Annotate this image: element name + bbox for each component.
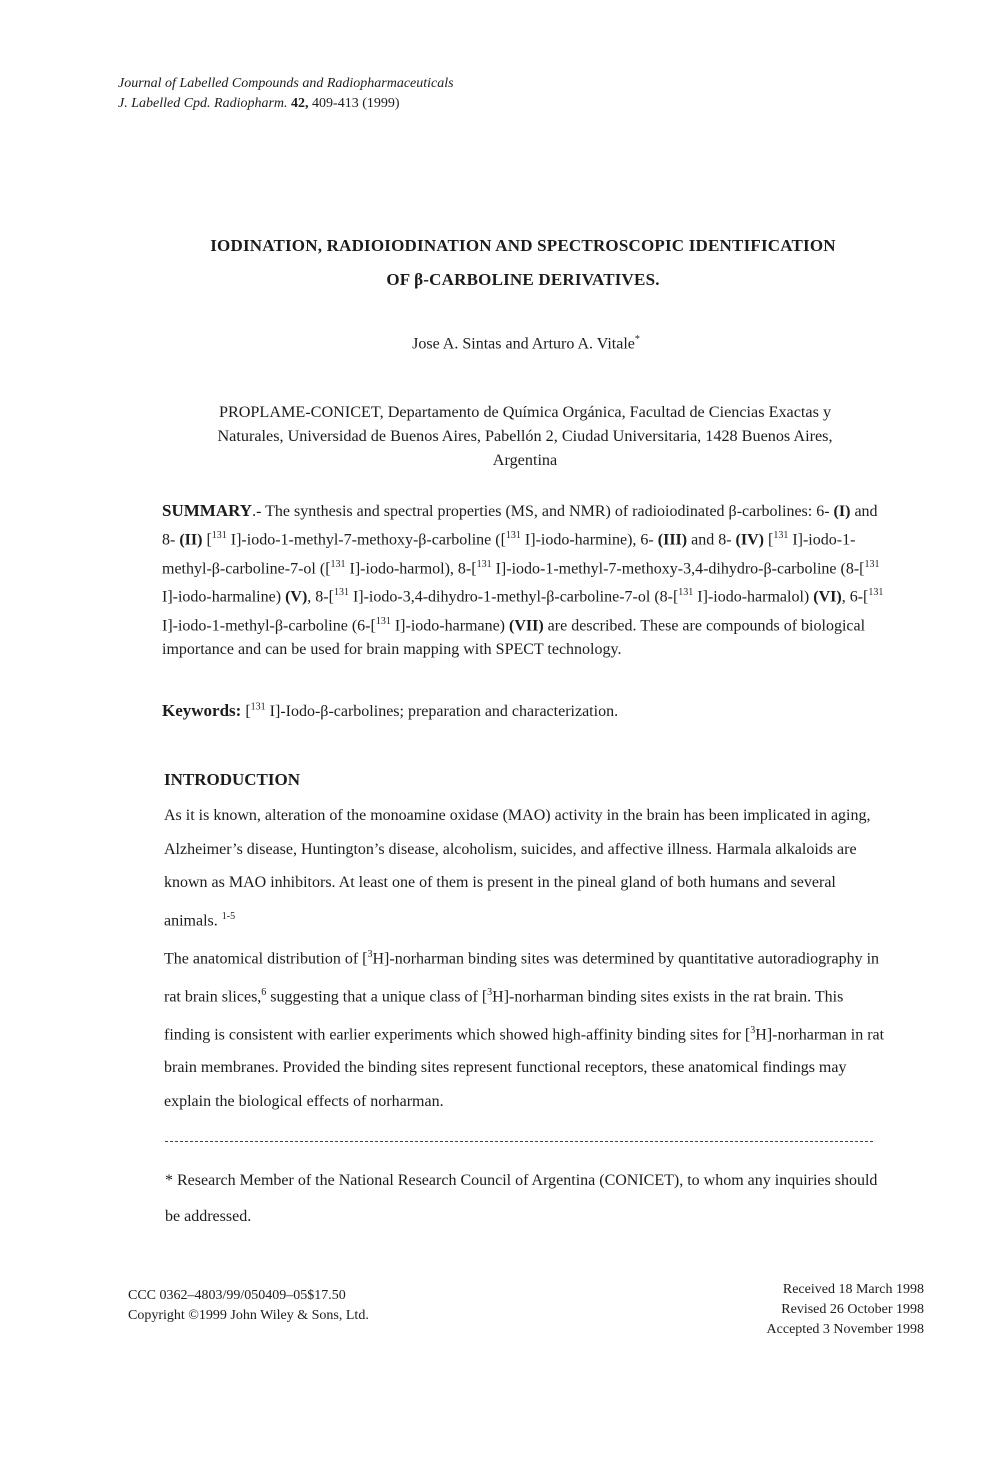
intro-text: suggesting that a unique class of [ — [266, 987, 488, 1005]
accepted-date: Accepted 3 November 1998 — [766, 1322, 924, 1337]
corresponding-mark: * — [634, 334, 640, 345]
authors — [0, 334, 984, 353]
summary-text: .- The synthesis and spectral properties (MS, and NMR) of radioiodinated β-carbolines: 6- — [252, 503, 834, 520]
summary-text: I]-iodo-harmine), 6- — [520, 531, 658, 549]
affiliation-line-2: Naturales, Universidad de Buenos Aires, Pabellón 2, Ciudad Universitaria, 1428 Buenos Aires, — [217, 427, 833, 445]
summary-label: SUMMARY — [162, 501, 253, 520]
summary-text: I]-iodo-1-methyl-β-carboline (6-[ — [162, 617, 376, 635]
summary-text: I]-iodo-harmaline) — [162, 588, 286, 606]
isotope-superscript: 131 — [678, 587, 694, 599]
keywords — [162, 701, 884, 721]
compound-label: (I) — [833, 503, 851, 520]
isotope-superscript: 3 — [367, 948, 373, 960]
author-names: Jose A. Sintas and Arturo A. Vitale — [412, 335, 635, 353]
footnote — [165, 1163, 887, 1235]
summary-text: and 8- — [162, 503, 878, 549]
journal-name: Journal of Labelled Compounds and Radiopharmaceuticals — [118, 76, 454, 91]
isotope-superscript: 131 — [505, 530, 521, 542]
citation-ref: 6 — [261, 986, 267, 998]
intro-text: As it is known, alteration of the monoamine oxidase (MAO) activity in the brain has been implicated in aging, Alzheimer’s disease, Huntington’s disease, alcoholism, suicides, and affective illness. Harmala alkaloids are known as MAO inhibitors. At least one of them is present in the pineal gland of both humans and several animals. — [164, 807, 871, 930]
summary-text: I]-iodo-harmol), 8-[ — [345, 560, 477, 578]
summary-text: [ — [763, 531, 774, 549]
dates-block — [767, 1280, 924, 1340]
journal-pages-year: 409-413 (1999) — [312, 96, 400, 111]
summary-text: I]-iodo-1-methyl-7-methoxy-3,4-dihydro-β-carboline (8-[ — [491, 560, 865, 578]
footnote-mark: * — [165, 1172, 173, 1189]
compound-label: (V) — [285, 588, 308, 606]
keywords-label: Keywords: — [162, 701, 242, 720]
isotope-superscript: 3 — [750, 1024, 756, 1036]
summary-text: [ — [202, 531, 212, 549]
compound-label: (VII) — [509, 617, 544, 635]
affiliation — [150, 400, 900, 472]
received-date: Received 18 March 1998 — [782, 1282, 924, 1297]
compound-label: (IV) — [735, 531, 764, 549]
isotope-superscript: 3 — [487, 986, 493, 998]
isotope-superscript: 131 — [476, 558, 492, 570]
summary-text: I]-iodo-harmalol) — [693, 588, 814, 606]
keywords-text: I]-Iodo-β-carbolines; preparation and characterization. — [265, 703, 619, 720]
summary-text: , 8-[ — [307, 588, 334, 606]
isotope-superscript: 131 — [330, 558, 346, 570]
paper-title — [0, 229, 984, 297]
journal-citation — [118, 94, 454, 114]
isotope-superscript: 131 — [333, 587, 349, 599]
journal-abbrev: J. Labelled Cpd. Radiopharm. — [118, 96, 288, 111]
summary-text: I]-iodo-1-methyl-7-methoxy-β-carboline ([ — [226, 531, 506, 549]
introduction-body — [164, 799, 886, 1119]
journal-header — [118, 74, 454, 114]
title-line-2: OF β-CARBOLINE DERIVATIVES. — [386, 270, 660, 289]
affiliation-line-3: Argentina — [492, 451, 558, 469]
compound-label: (VI) — [813, 588, 842, 606]
summary-text: I]-iodo-3,4-dihydro-1-methyl-β-carboline-7-ol (8-[ — [348, 588, 679, 606]
intro-text: H]-norharman binding sites was determined by quantitative autoradiography in rat brain slices, — [164, 950, 880, 1005]
footnote-text: Research Member of the National Research Council of Argentina (CONICET), to whom any inquiries should be addressed. — [165, 1172, 878, 1225]
summary-text: , 6-[ — [841, 588, 869, 606]
intro-paragraph-2 — [164, 938, 886, 1119]
summary — [162, 499, 884, 663]
summary-text: are described. These are compounds of biological importance and can be used for brain mapping with SPECT technology. — [162, 617, 866, 659]
affiliation-line-1: PROPLAME-CONICET, Departamento de Química Orgánica, Facultad de Ciencias Exactas y — [218, 403, 832, 421]
intro-text: The anatomical distribution of [ — [164, 950, 368, 968]
isotope-superscript: 131 — [864, 558, 880, 570]
isotope-superscript: 131 — [773, 530, 789, 542]
intro-text: H]-norharman in rat brain membranes. Provided the binding sites represent functional receptors, these anatomical findings may explain the biological effects of norharman. — [164, 1025, 885, 1111]
journal-volume: 42, — [291, 96, 309, 111]
isotope-superscript: 131 — [250, 701, 266, 713]
copyright-block — [128, 1286, 369, 1326]
compound-label: (II) — [179, 531, 203, 549]
title-line-1: IODINATION, RADIOIODINATION AND SPECTROSCOPIC IDENTIFICATION — [210, 236, 836, 255]
summary-text: I]-iodo-harmane) — [390, 617, 509, 635]
section-heading-introduction: INTRODUCTION — [164, 770, 301, 789]
summary-text: I]-iodo-1-methyl-β-carboline-7-ol ([ — [162, 531, 856, 578]
intro-text: H]-norharman binding sites exists in the rat brain. This finding is consistent with earlier experiments which showed high-affinity binding sites for [ — [164, 987, 844, 1043]
isotope-superscript: 131 — [868, 587, 884, 599]
isotope-superscript: 131 — [375, 615, 391, 627]
footnote-separator — [165, 1141, 873, 1142]
keywords-text: [ — [241, 703, 251, 720]
citation-ref: 1-5 — [221, 910, 236, 922]
copyright-line: Copyright ©1999 John Wiley & Sons, Ltd. — [128, 1308, 369, 1323]
revised-date: Revised 26 October 1998 — [781, 1302, 924, 1317]
summary-text: and 8- — [687, 531, 736, 549]
ccc-code: CCC 0362–4803/99/050409–05$17.50 — [128, 1288, 346, 1303]
compound-label: (III) — [657, 531, 688, 549]
isotope-superscript: 131 — [211, 530, 227, 542]
intro-paragraph-1 — [164, 799, 886, 938]
